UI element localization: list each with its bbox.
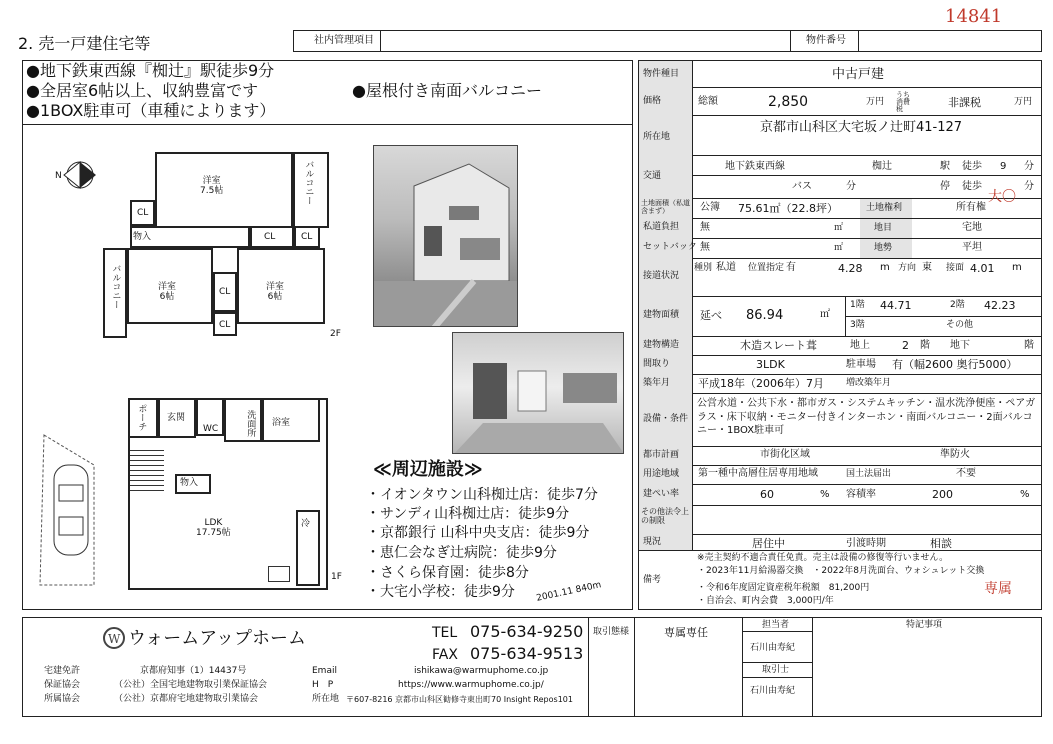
- built-value: 平成18年（2006年）7月: [698, 377, 824, 390]
- stairs: [130, 446, 164, 492]
- compass-label: N: [55, 171, 62, 181]
- label-porch: ポーチ: [136, 404, 147, 431]
- handwritten-mark-2: 専属: [984, 581, 1012, 597]
- email-value[interactable]: ishikawa@warmuphome.co.jp: [414, 666, 549, 676]
- floor1-value: 44.71: [880, 299, 912, 312]
- floor1-label: 1階: [850, 300, 865, 310]
- walk-label: 徒歩: [962, 161, 982, 172]
- private-road-value: 無: [700, 222, 710, 233]
- person-value: 石川由寿紀: [750, 643, 796, 653]
- label-western-7-5: 洋室 7.5帖: [200, 176, 224, 197]
- label-western-6a: 洋室 6帖: [158, 282, 177, 303]
- header-box: [293, 30, 1042, 52]
- structure-value: 木造スレート葺: [740, 339, 817, 352]
- land-area: 75.61㎡（22.8坪）: [738, 202, 838, 215]
- handover-value: 相談: [930, 537, 952, 550]
- label-storage-1f: 物入: [180, 478, 199, 488]
- private-road-label: 私道負担: [643, 222, 680, 232]
- amenity-item: ・サンディ山科椥辻店：徒歩9分: [366, 506, 570, 522]
- chimoku-value: 宅地: [962, 222, 982, 233]
- deal-label: 取引態様: [593, 627, 630, 637]
- company-name: ウォームアップホーム: [128, 628, 307, 649]
- company-logo: [102, 626, 126, 654]
- amenity-item: ・さくら保育園：徒歩8分: [366, 565, 529, 581]
- setback-unit: ㎡: [834, 243, 844, 253]
- assoc1-value: （公社）全国宅地建物取引業保証協会: [114, 680, 268, 690]
- tax-label: うち消費税: [896, 91, 910, 113]
- direction-label: 方向: [898, 263, 917, 273]
- assoc1-label: 保証協会: [44, 680, 81, 690]
- interior-photo: [452, 332, 624, 454]
- email-label: Email: [312, 666, 337, 676]
- floor-1f-label: 1F: [331, 572, 342, 582]
- label-cl1: CL: [137, 208, 149, 218]
- label-balcony-right: バルコニー: [303, 160, 314, 205]
- zone-label: 用途地域: [643, 469, 680, 479]
- doc-title: 2. 売一戸建住宅等: [18, 34, 151, 53]
- layout-value: 3LDK: [756, 358, 785, 371]
- terrain-label: 地勢: [874, 243, 893, 253]
- amenity-item: ・京都銀行 山科中央支店：徒歩9分: [366, 525, 590, 541]
- price-unit: 万円: [866, 97, 885, 107]
- label-cl2: CL: [264, 232, 276, 242]
- handwritten-mark-1: 大〇: [988, 189, 1016, 205]
- highlight-4: ●屋根付き南面バルコニー: [352, 81, 542, 100]
- license-label: 宅建免許: [44, 666, 81, 676]
- highlight-2: ●全居室6帖以上、収納豊富です: [26, 81, 259, 100]
- svg-text:W: W: [108, 632, 121, 646]
- car-parking-icon: [34, 425, 104, 594]
- assoc2-value: （公社）京都府宅地建物取引業協会: [114, 694, 259, 704]
- handover-label: 引渡時期: [846, 538, 886, 549]
- land-law-label: 国土法届出: [846, 469, 892, 479]
- terrain-value: 平坦: [962, 242, 982, 253]
- total-floor-value: 86.94: [746, 308, 784, 323]
- tel-number[interactable]: 075-634-9250: [470, 622, 584, 641]
- road-width: 4.28: [838, 262, 863, 275]
- fax-number: 075-634-9513: [470, 644, 584, 663]
- type-value: 中古戸建: [832, 67, 885, 82]
- remark-line: ・自治会、町内会費 3,000円/年: [697, 596, 834, 606]
- tax-unit: 万円: [1014, 97, 1033, 107]
- city-plan-label: 都市計画: [643, 450, 680, 460]
- notes-label: 特記事項: [906, 620, 943, 630]
- chimoku-label: 地目: [874, 223, 893, 233]
- below-ground-unit: 階: [1024, 340, 1034, 351]
- label-cl5: CL: [219, 320, 231, 330]
- mgmt-label: 社内管理項目: [314, 35, 374, 46]
- label-ldk: LDK 17.75帖: [196, 518, 231, 539]
- amenity-item: ・恵仁会なぎ辻病院：徒歩9分: [366, 545, 557, 561]
- hp-label: H P: [312, 680, 334, 690]
- bus-label: バス: [792, 181, 812, 192]
- hp-link[interactable]: https://www.warmuphome.co.jp/: [398, 680, 544, 690]
- private-road-unit: ㎡: [834, 223, 844, 233]
- transport-label: 交通: [643, 171, 662, 181]
- address-label: 所在地: [643, 132, 671, 142]
- floor2-label: 2階: [950, 300, 965, 310]
- far-label: 容積率: [846, 489, 876, 500]
- remark-line: ・2023年11月給湯器交換 ・2022年8月洗面台、ウォシュレット交換: [697, 566, 985, 576]
- remark-line: ※売主契約不適合責任免責。売主は設備の修復等行いません。: [697, 553, 949, 563]
- fire-zone-value: 準防火: [940, 449, 970, 460]
- remark-line: ・令和6年度固定資産税年税額 81,200円: [697, 583, 870, 593]
- label-wc: WC: [203, 424, 219, 434]
- address-value: 京都市山科区大宅坂ノ辻町41-127: [760, 120, 963, 135]
- floor-2f-label: 2F: [330, 329, 341, 339]
- frontage-unit: m: [1012, 262, 1022, 273]
- land-register: 公簿: [700, 202, 720, 213]
- remarks-label: 備考: [643, 575, 662, 585]
- stop-unit: 分: [1024, 181, 1034, 192]
- price-total-label: 総額: [698, 96, 718, 107]
- frontage-label: 接面: [946, 263, 965, 273]
- parking-label: 駐車場: [846, 359, 876, 370]
- price-label: 価格: [643, 96, 662, 106]
- floor2-value: 42.23: [984, 299, 1016, 312]
- label-western-6b: 洋室 6帖: [266, 282, 285, 303]
- land-area-label: 土地面積（私道含まず）: [641, 199, 690, 215]
- equipment-value: 公営水道・公共下水・都市ガス・システムキッチン・温水洗浄便座・ペアガラス・床下収納・モニター付きインターホン・南面バルコニー・2面バルコニー・1BOX駐車可: [697, 398, 1036, 436]
- label-storage-2f: 物入: [133, 232, 152, 242]
- built-label: 築年月: [643, 378, 671, 388]
- agent-value: 石川由寿紀: [750, 686, 796, 696]
- bathroom: [262, 398, 320, 442]
- walk-unit: 分: [1024, 161, 1034, 172]
- setback-value: 無: [700, 242, 710, 253]
- handwritten-id: 14841: [945, 6, 1003, 27]
- status-label: 現況: [643, 537, 662, 547]
- city-plan-value: 市街化区域: [760, 449, 810, 460]
- road-type: 私道: [716, 262, 736, 273]
- parking-value: 有（幅2600 奥行5000）: [892, 358, 1018, 371]
- label-entrance: 玄関: [167, 413, 186, 423]
- highlight-1: ●地下鉄東西線『椥辻』駅徒歩9分: [26, 61, 275, 80]
- line-name: 地下鉄東西線: [725, 161, 785, 172]
- above-ground-value: 2: [902, 339, 909, 352]
- fax-label: FAX: [432, 647, 458, 663]
- label-balcony-left: バルコニー: [110, 264, 121, 309]
- amenities-title: ≪周辺施設≫: [373, 459, 483, 480]
- total-floor-label: 延べ: [700, 309, 722, 322]
- below-ground-label: 地下: [950, 340, 970, 351]
- tel-label: TEL: [432, 625, 458, 641]
- office-address-label: 所在地: [312, 694, 340, 704]
- land-right-label: 土地権利: [866, 203, 903, 213]
- equipment-label: 設備・条件: [643, 414, 689, 424]
- label-cl3: CL: [301, 232, 313, 242]
- floor3-label: 3階: [850, 320, 865, 330]
- price-value: 2,850: [768, 94, 809, 110]
- setback-label: セットバック: [643, 242, 697, 252]
- bus-unit: 分: [846, 181, 856, 192]
- type-label: 物件種目: [643, 69, 680, 79]
- bcr-value: 60: [760, 488, 774, 501]
- amenity-item: ・イオンタウン山科椥辻店：徒歩7分: [366, 487, 598, 503]
- land-right: 所有権: [956, 202, 986, 213]
- stop-label: 停: [940, 181, 950, 192]
- highlight-3: ●1BOX駐車可（車種によります）: [26, 101, 276, 120]
- total-floor-unit: ㎡: [820, 309, 830, 320]
- amenity-item: ・大宅小学校：徒歩9分: [366, 584, 515, 600]
- building-area-label: 建物面積: [643, 310, 680, 320]
- zone-value: 第一種中高層住居専用地域: [698, 468, 818, 479]
- property-number-label: 物件番号: [806, 35, 846, 46]
- bcr-unit: %: [820, 489, 830, 500]
- above-ground-unit: 階: [920, 340, 930, 351]
- washroom: [224, 398, 262, 442]
- label-washroom: 洗面所: [245, 410, 256, 437]
- handwritten-note: 2001.11 840m: [535, 580, 603, 604]
- position-value: 有: [786, 262, 796, 273]
- label-cl4: CL: [219, 287, 231, 297]
- person-label: 担当者: [762, 620, 790, 630]
- extension-label: 増改築年月: [846, 378, 892, 388]
- exterior-photo: [373, 145, 518, 327]
- station-name: 椥辻: [872, 161, 892, 172]
- far-unit: %: [1020, 489, 1030, 500]
- structure-label: 建物構造: [643, 340, 680, 350]
- bcr-label: 建ぺい率: [643, 489, 680, 499]
- above-ground-label: 地上: [850, 340, 870, 351]
- layout-label: 間取り: [643, 359, 671, 369]
- walk-minutes: 9: [1000, 161, 1007, 172]
- deal-value: 専属専任: [664, 626, 708, 639]
- agent-label: 取引士: [762, 665, 790, 675]
- station-suffix: 駅: [940, 161, 950, 172]
- property-table: [638, 60, 1042, 610]
- stop-walk-label: 徒歩: [962, 181, 982, 192]
- other-floor-label: その他: [946, 320, 974, 330]
- direction-value: 東: [922, 262, 932, 273]
- other-limit-label: その他法令上の制限: [641, 507, 689, 525]
- label-bathroom: 浴室: [272, 418, 291, 428]
- position-label: 位置指定: [748, 263, 785, 273]
- license-value: 京都府知事（1）14437号: [140, 666, 247, 676]
- room-western-7-5: [155, 152, 293, 228]
- assoc2-label: 所属協会: [44, 694, 81, 704]
- label-fridge: 冷: [301, 519, 311, 529]
- tax-value: 非課税: [948, 96, 981, 109]
- frontage-value: 4.01: [970, 262, 995, 275]
- status-value: 居住中: [752, 537, 785, 550]
- road-width-unit: m: [880, 262, 890, 273]
- office-address: 〒607-8216 京都市山科区勧修寺東出町70 Insight Repos101: [346, 695, 573, 704]
- road-label: 接道状況: [643, 271, 680, 281]
- stove-icon: [268, 566, 290, 582]
- far-value: 200: [932, 488, 953, 501]
- land-law-value: 不要: [956, 468, 976, 479]
- road-type-label: 種別: [694, 263, 713, 273]
